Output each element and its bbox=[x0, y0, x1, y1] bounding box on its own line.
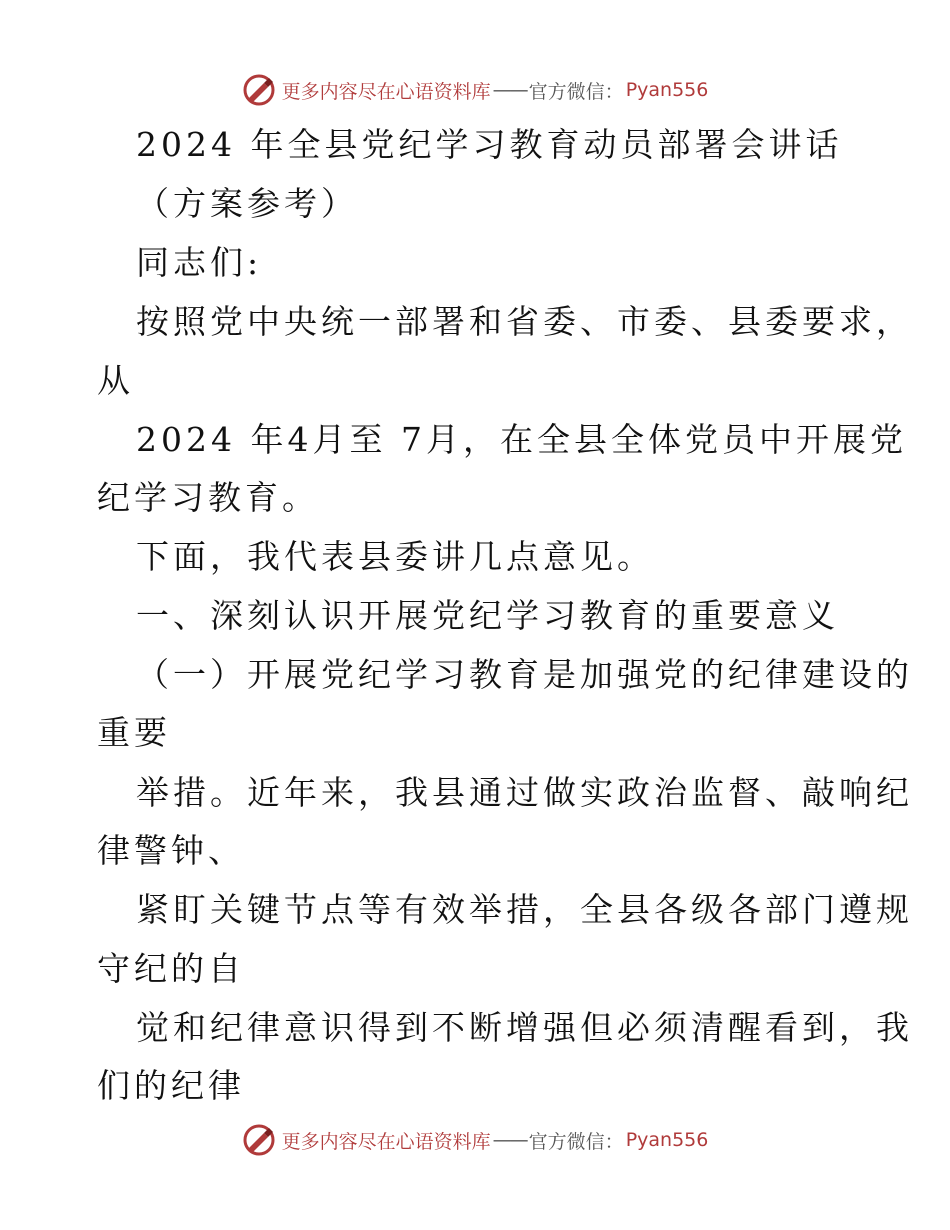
text-line: 们的纪律 bbox=[97, 1066, 245, 1105]
banner-main-text: 更多内容尽在心语资料库 bbox=[281, 80, 491, 103]
text-line: 按照党中央统一部署和省委、市委、县委要求， bbox=[136, 302, 913, 341]
text-line: 紧盯关键节点等有效举措，全县各级各部门遵规 bbox=[136, 890, 913, 929]
subsection-heading: （一）开展党纪学习教育是加强党的纪律建设的 bbox=[136, 655, 913, 694]
text-line: 纪学习教育。 bbox=[97, 478, 319, 517]
text-line: 下面，我代表县委讲几点意见。 bbox=[136, 537, 654, 576]
text-line: 举措。近年来，我县通过做实政治监督、敲响纪 bbox=[136, 773, 913, 812]
document-title: 2024 年全县党纪学习教育动员部署会讲话 bbox=[136, 125, 843, 164]
banner-wechat-id: Pyan556 bbox=[625, 79, 709, 101]
banner-separator: —— bbox=[492, 1129, 527, 1151]
section-heading: 一、深刻认识开展党纪学习教育的重要意义 bbox=[136, 596, 839, 635]
banner-wechat-label: 官方微信： bbox=[528, 80, 624, 103]
text-line: 觉和纪律意识得到不断增强但必须清醒看到，我 bbox=[136, 1008, 913, 1047]
text-line: 从 bbox=[97, 361, 134, 400]
footer-watermark-banner bbox=[0, 1120, 950, 1160]
banner-wechat-label: 官方微信： bbox=[528, 1130, 624, 1153]
document-subtitle: （方案参考） bbox=[136, 184, 358, 223]
banner-wechat-id: Pyan556 bbox=[625, 1129, 709, 1151]
text-line: 2024 年4月至 7月，在全县全体党员中开展党 bbox=[136, 420, 907, 459]
greeting: 同志们: bbox=[136, 243, 263, 282]
text-line: 律警钟、 bbox=[97, 831, 245, 870]
text-line: 重要 bbox=[97, 713, 171, 752]
banner-separator: —— bbox=[492, 79, 527, 101]
banner-main-text: 更多内容尽在心语资料库 bbox=[281, 1130, 491, 1153]
pen-logo-icon bbox=[242, 1123, 276, 1157]
text-line: 守纪的自 bbox=[97, 949, 245, 988]
